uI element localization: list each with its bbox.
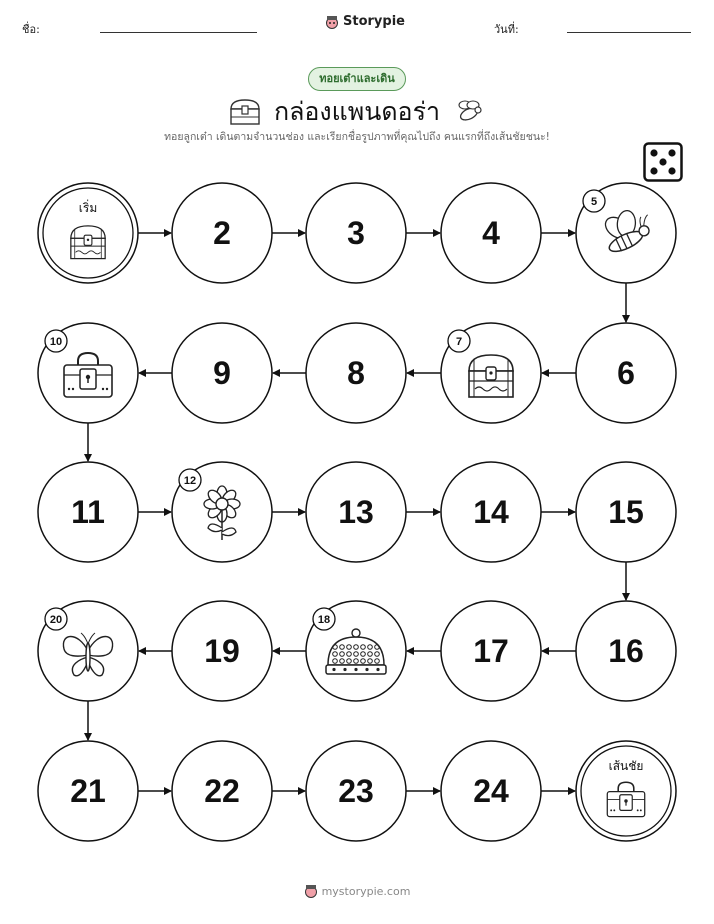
board-cell-3[interactable] (306, 183, 406, 283)
board-cell-22[interactable] (172, 741, 272, 841)
corner-number: 7 (455, 336, 463, 348)
cell-number: 4 (482, 215, 500, 251)
board-cell-6[interactable] (576, 323, 676, 423)
cell-number: 8 (347, 355, 365, 391)
cell-number: 21 (70, 773, 106, 809)
page-title: กล่องแพนดอร่า (273, 97, 441, 126)
board-cell-15[interactable] (576, 462, 676, 562)
cell-number: 23 (338, 773, 374, 809)
board-cell-8[interactable] (306, 323, 406, 423)
board-cell-13[interactable] (306, 462, 406, 562)
corner-number: 10 (49, 336, 63, 348)
board-cell-16[interactable] (576, 601, 676, 701)
board-cell-12[interactable] (172, 462, 272, 562)
cell-number: 11 (71, 494, 105, 530)
corner-number: 20 (49, 614, 63, 626)
board-cell-5[interactable] (576, 183, 676, 283)
board-cell-11[interactable] (38, 462, 138, 562)
board-cell-21[interactable] (38, 741, 138, 841)
board-cell-19[interactable] (172, 601, 272, 701)
finish-label: เส้นชัย (608, 759, 644, 773)
board-cell-20[interactable] (38, 601, 138, 701)
cell-number: 14 (473, 494, 509, 530)
board-cell-14[interactable] (441, 462, 541, 562)
cell-number: 19 (204, 633, 240, 669)
storypie-logo-icon (304, 884, 318, 898)
cell-number: 15 (608, 494, 644, 530)
cell-number: 9 (213, 355, 231, 391)
cell-number: 16 (608, 633, 644, 669)
cell-number: 17 (473, 633, 509, 669)
treasure-chest-icon (469, 355, 513, 397)
cell-number: 3 (347, 215, 365, 251)
board-cell-24[interactable] (441, 741, 541, 841)
cell-number: 24 (473, 773, 509, 809)
category-badge: ทอยเต๋าและเดิน (308, 67, 406, 91)
footer (0, 884, 714, 898)
corner-number: 18 (317, 614, 331, 626)
name-label: ชื่อ: (22, 23, 40, 36)
cell-number: 6 (617, 355, 635, 391)
treasure-chest-icon (71, 226, 105, 259)
board-cell-23[interactable] (306, 741, 406, 841)
corner-number: 5 (590, 196, 598, 208)
date-label: วันที่: (494, 23, 519, 36)
board-cell-9[interactable] (172, 323, 272, 423)
brand-name: Storypie (343, 14, 405, 29)
cell-number: 2 (213, 215, 231, 251)
board-cell-18[interactable] (306, 601, 406, 701)
start-label: เริ่ม (78, 201, 98, 215)
board-cell-1[interactable] (38, 183, 138, 283)
board-cell-25[interactable] (576, 741, 676, 841)
corner-number: 12 (183, 475, 197, 487)
cell-number: 13 (338, 494, 374, 530)
cell-circle (576, 741, 676, 841)
board-cell-2[interactable] (172, 183, 272, 283)
board-cell-17[interactable] (441, 601, 541, 701)
instructions: ทอยลูกเต๋า เดินตามจำนวนช่อง และเรียกชื่อรูปภาพที่คุณไปถึง คนแรกที่ถึงเส้นชัยชนะ! (164, 131, 550, 143)
cell-number: 22 (204, 773, 240, 809)
board-cell-7[interactable] (441, 323, 541, 423)
board-cell-4[interactable] (441, 183, 541, 283)
footer-url[interactable]: mystorypie.com (321, 884, 411, 898)
board-cell-10[interactable] (38, 323, 138, 423)
